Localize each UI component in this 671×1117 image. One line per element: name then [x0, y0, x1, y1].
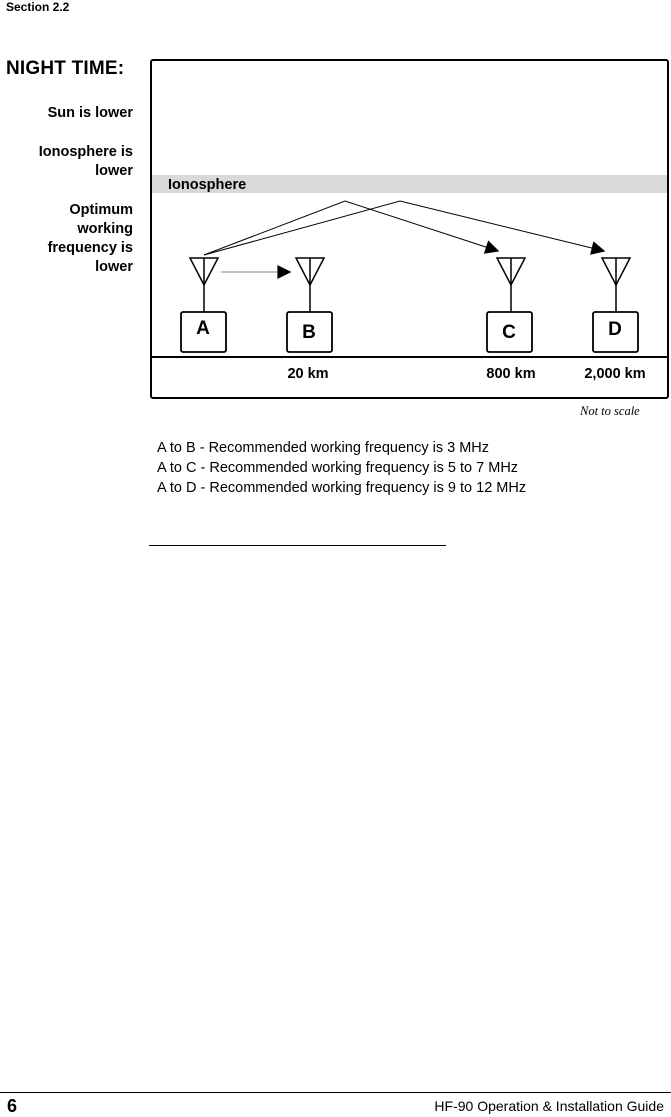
recommendations-list — [157, 438, 526, 498]
note-line: frequency is — [47, 240, 133, 256]
ionosphere-diagram — [0, 0, 671, 420]
footer-rule — [0, 1092, 671, 1093]
recommendation-a-to-d: A to D - Recommended working frequency is 9 to 12 MHz — [157, 480, 527, 496]
diagram-frame — [151, 60, 668, 398]
note-line: Ionosphere is — [38, 144, 133, 160]
station-b-label: B — [302, 322, 316, 343]
page-number: 6 — [7, 1096, 18, 1116]
note-line: lower — [95, 259, 133, 275]
section-divider — [149, 545, 446, 546]
station-a-label: A — [196, 318, 210, 339]
distance-c-label: 800 km — [486, 366, 536, 382]
recommendation-a-to-c: A to C - Recommended working frequency is 5 to 7 MHz — [157, 460, 519, 476]
note-line: working — [77, 221, 133, 237]
antenna-a-icon — [190, 258, 218, 312]
distance-b-label: 20 km — [287, 366, 329, 382]
skywave-path-a-to-c — [204, 201, 498, 255]
station-c-label: C — [502, 322, 516, 343]
distance-d-label: 2,000 km — [584, 366, 646, 382]
section-label: Section 2.2 — [6, 0, 70, 14]
recommendation-a-to-b: A to B - Recommended working frequency is 3 MHz — [157, 440, 490, 456]
note-line: Optimum — [69, 202, 133, 218]
not-to-scale-note: Not to scale — [580, 404, 640, 418]
note-line: Sun is lower — [47, 105, 133, 121]
guide-title: HF-90 Operation & Installation Guide — [434, 1098, 664, 1114]
ionosphere-label: Ionosphere — [168, 177, 247, 193]
night-time-heading: NIGHT TIME: — [6, 58, 125, 79]
antenna-d-icon — [602, 258, 630, 312]
skywave-path-a-to-d — [204, 201, 604, 255]
station-d-label: D — [608, 319, 622, 340]
antenna-b-icon — [296, 258, 324, 312]
antenna-c-icon — [497, 258, 525, 312]
note-line: lower — [95, 163, 133, 179]
